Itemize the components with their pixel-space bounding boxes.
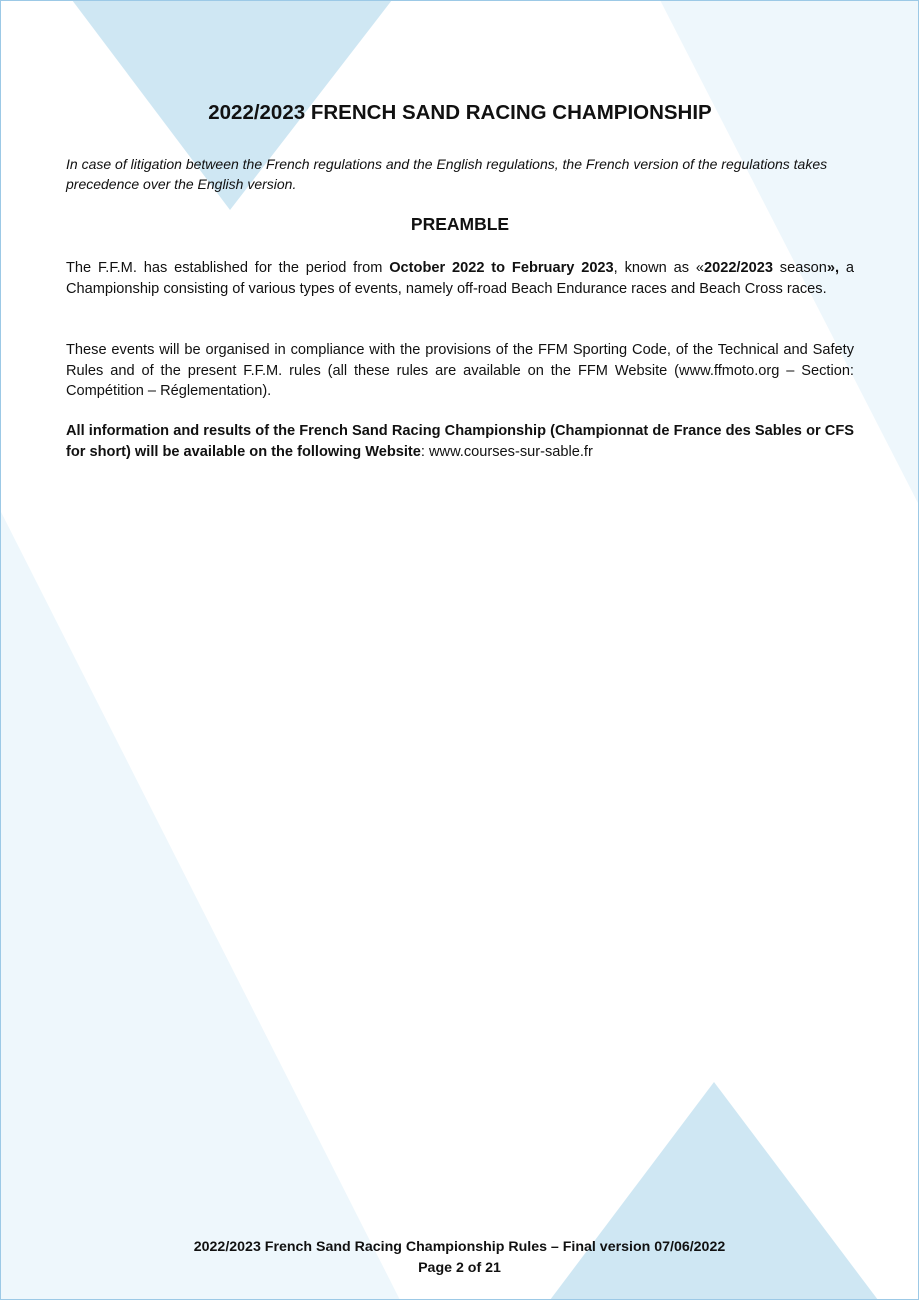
footer-page-number: Page 2 of 21 [418,1260,501,1276]
footer-document-title: 2022/2023 French Sand Racing Championship Rules – Final version 07/06/2022 [193,1239,726,1255]
preamble-paragraph-1 [66,258,854,299]
preamble-heading: PREAMBLE [410,214,510,234]
page-footer [0,1237,919,1279]
paragraph-quote: », [826,260,840,276]
paragraph-bold-text: All information and results of the French Sand Racing Championship (Championnat de France des Sables or CFS for short) will be available on the following Website [66,423,854,460]
document-title: 2022/2023 FRENCH SAND RACING CHAMPIONSHIP [208,101,712,124]
paragraph-text: The F.F.M. has established for the period from [66,260,390,276]
litigation-note: In case of litigation between the French regulations and the English regulations, the French version of the regulations takes precedence over the English version. [66,156,828,192]
paragraph-text: a Championship consisting of various types of events, namely off-road Beach Endurance races and Beach Cross races. [66,260,855,297]
paragraph-season: 2022/2023 [703,260,773,276]
preamble-paragraph-2: These events will be organised in compliance with the provisions of the FFM Sporting Code, of the Technical and Safety Rules and of the present F.F.M. rules (all these rules are available on the FFM Website (www.ffmoto.org – Section: Compétition – Réglementation). [66,342,854,399]
paragraph-text: season [772,260,827,276]
paragraph-text: , known as « [613,260,704,276]
paragraph-separator: : [420,443,429,460]
paragraph-period: October 2022 to February 2023 [389,260,614,276]
background-triangle-left-light [0,510,400,1300]
website-link: www.courses-sur-sable.fr [429,443,593,460]
preamble-paragraph-3 [66,421,854,462]
